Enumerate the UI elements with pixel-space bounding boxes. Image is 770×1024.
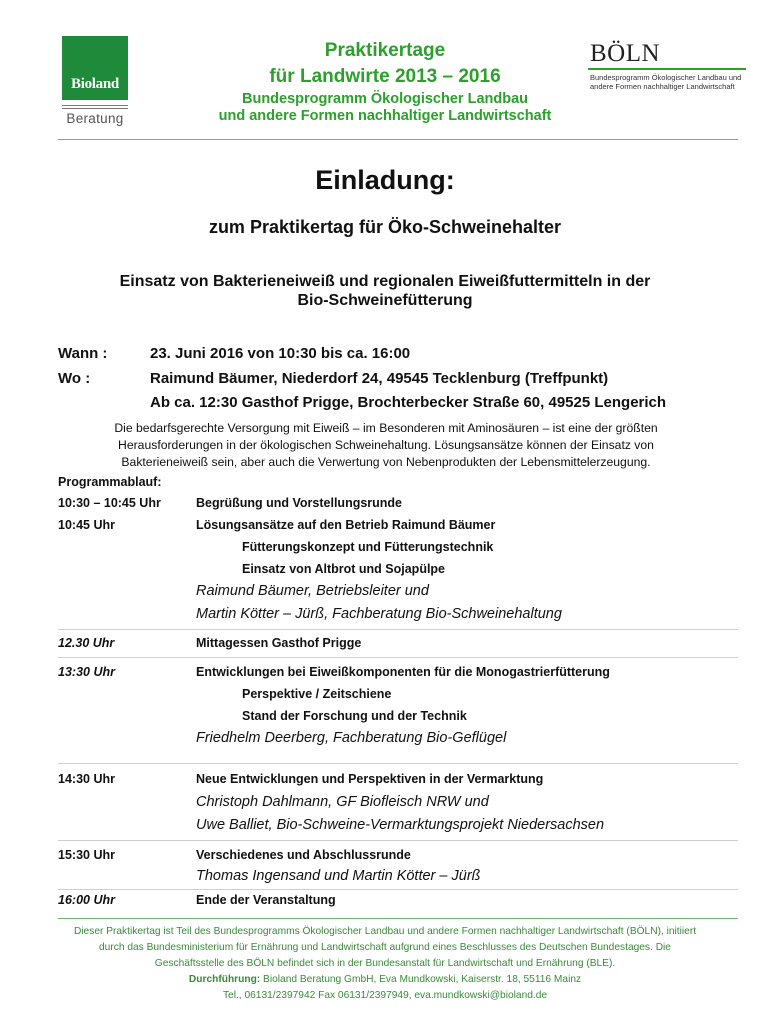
program-speaker: Friedhelm Deerberg, Fachberatung Bio-Geflügel: [196, 730, 507, 746]
boeln-logo-bar: [588, 68, 746, 70]
program-time-4: 13:30 Uhr: [58, 665, 115, 679]
program-subitem: Fütterungskonzept und Fütterungstechnik: [242, 540, 494, 554]
boeln-logo: [588, 40, 748, 110]
header-program-line2: und andere Formen nachhaltiger Landwirtschaft: [218, 108, 552, 124]
footer-line: durch das Bundesministerium für Ernährung und Landwirtschaft aufgrund eines Beschlusses des Deutschen Bundestages. Die: [99, 942, 671, 953]
divider: [58, 763, 738, 764]
program-speaker: Raimund Bäumer, Betriebsleiter und: [196, 583, 429, 599]
bioland-beratung-text: Beratung: [66, 111, 124, 126]
divider: [62, 108, 128, 109]
intro-line: Die bedarfsgerechte Versorgung mit Eiweiß – im Besonderen mit Aminosäuren – ist eine der größten: [114, 421, 658, 435]
where-label: Wo :: [58, 370, 91, 387]
program-speaker: Uwe Balliet, Bio-Schweine-Vermarktungsprojekt Niedersachsen: [196, 817, 605, 833]
header-program-line1: Bundesprogramm Ökologischer Landbau: [241, 91, 528, 107]
program-item-5: Neue Entwicklungen und Perspektiven in der Vermarktung: [196, 772, 544, 786]
program-subitem: Einsatz von Altbrot und Sojapülpe: [242, 562, 446, 576]
when-value: 23. Juni 2016 von 10:30 bis ca. 16:00: [150, 345, 411, 362]
program-speaker: Christoph Dahlmann, GF Biofleisch NRW und: [196, 794, 489, 810]
program-item-7: Ende der Veranstaltung: [196, 893, 336, 907]
intro-line: Bakterieneiweiß sein, aber auch die Verwertung von Nebenprodukten der Lebensmittelerzeugung.: [121, 455, 651, 469]
footer-divider: [58, 918, 738, 919]
bioland-logo: [62, 36, 128, 126]
footer-text: [40, 924, 730, 1004]
program-subitem: Perspektive / Zeitschiene: [242, 687, 392, 701]
topic-line2: Bio-Schweinefütterung: [297, 292, 473, 309]
page-title: Einladung:: [315, 165, 455, 195]
program-time-6: 15:30 Uhr: [58, 848, 115, 862]
program-time-3: 12.30 Uhr: [58, 636, 115, 650]
footer-line: Dieser Praktikertag ist Teil des Bundesprogramms Ökologischer Landbau und andere Formen nachhaltiger Landwirtschaft (BÖLN), initiiert: [73, 926, 697, 937]
footer-line: Tel., 06131/2397942 Fax 06131/2397949, eva.mundkowski@bioland.de: [222, 990, 548, 1001]
footer-label: Durchführung:: [188, 974, 261, 985]
program-time-2: 10:45 Uhr: [58, 518, 115, 532]
program-time-1: 10:30 – 10:45 Uhr: [58, 496, 161, 510]
program-item-6: Verschiedenes und Abschlussrunde: [196, 848, 411, 862]
header-title-line2: für Landwirte 2013 – 2016: [269, 66, 501, 87]
topic-line1: Einsatz von Bakterieneiweiß und regionalen Eiweißfuttermitteln in der: [119, 273, 651, 290]
boeln-logo-subtext: Bundesprogramm Ökologischer Landbau und andere Formen nachhaltiger Landwirtschaft: [590, 73, 742, 91]
header-title-line1: Praktikertage: [324, 40, 446, 61]
program-item-4: Entwicklungen bei Eiweißkomponenten für die Monogastrierfütterung: [196, 665, 610, 679]
divider: [58, 889, 738, 890]
intro-text: [70, 420, 702, 471]
where-value-2: Ab ca. 12:30 Gasthof Prigge, Brochterbecker Straße 60, 49525 Lengerich: [150, 394, 667, 411]
page-subtitle: zum Praktikertag für Öko-Schweinehalter: [208, 217, 562, 237]
program-time-7: 16:00 Uhr: [58, 893, 115, 907]
divider: [58, 657, 738, 658]
boeln-logo-text: BÖLN: [590, 40, 661, 67]
where-value-1: Raimund Bäumer, Niederdorf 24, 49545 Tecklenburg (Treffpunkt): [150, 370, 609, 387]
header-divider: [58, 139, 738, 140]
bioland-logo-text: Bioland: [71, 76, 119, 92]
footer-line: Geschäftsstelle des BÖLN befindet sich in der Bundesanstalt für Landwirtschaft und Ernährung (BLE).: [154, 958, 616, 969]
divider: [62, 105, 128, 106]
program-item-3: Mittagessen Gasthof Prigge: [196, 636, 362, 650]
footer-contact: [40, 972, 730, 988]
program-time-5: 14:30 Uhr: [58, 772, 115, 786]
program-item-2: Lösungsansätze auf den Betrieb Raimund Bäumer: [196, 518, 496, 532]
program-item-1: Begrüßung und Vorstellungsrunde: [196, 496, 403, 510]
divider: [58, 840, 738, 841]
when-label: Wann :: [58, 345, 108, 362]
program-speaker: Martin Kötter – Jürß, Fachberatung Bio-Schweinehaltung: [196, 606, 562, 622]
program-heading: Programmablauf:: [58, 475, 162, 489]
divider: [58, 629, 738, 630]
footer-contact-text: Bioland Beratung GmbH, Eva Mundkowski, Kaiserstr. 18, 55116 Mainz: [260, 974, 582, 985]
intro-line: Herausforderungen in der ökologischen Schweinehaltung. Lösungsansätze können der Einsatz von: [118, 438, 654, 452]
program-speaker: Thomas Ingensand und Martin Kötter – Jürß: [196, 868, 481, 884]
topic: [60, 272, 710, 310]
program-subitem: Stand der Forschung und der Technik: [242, 709, 467, 723]
